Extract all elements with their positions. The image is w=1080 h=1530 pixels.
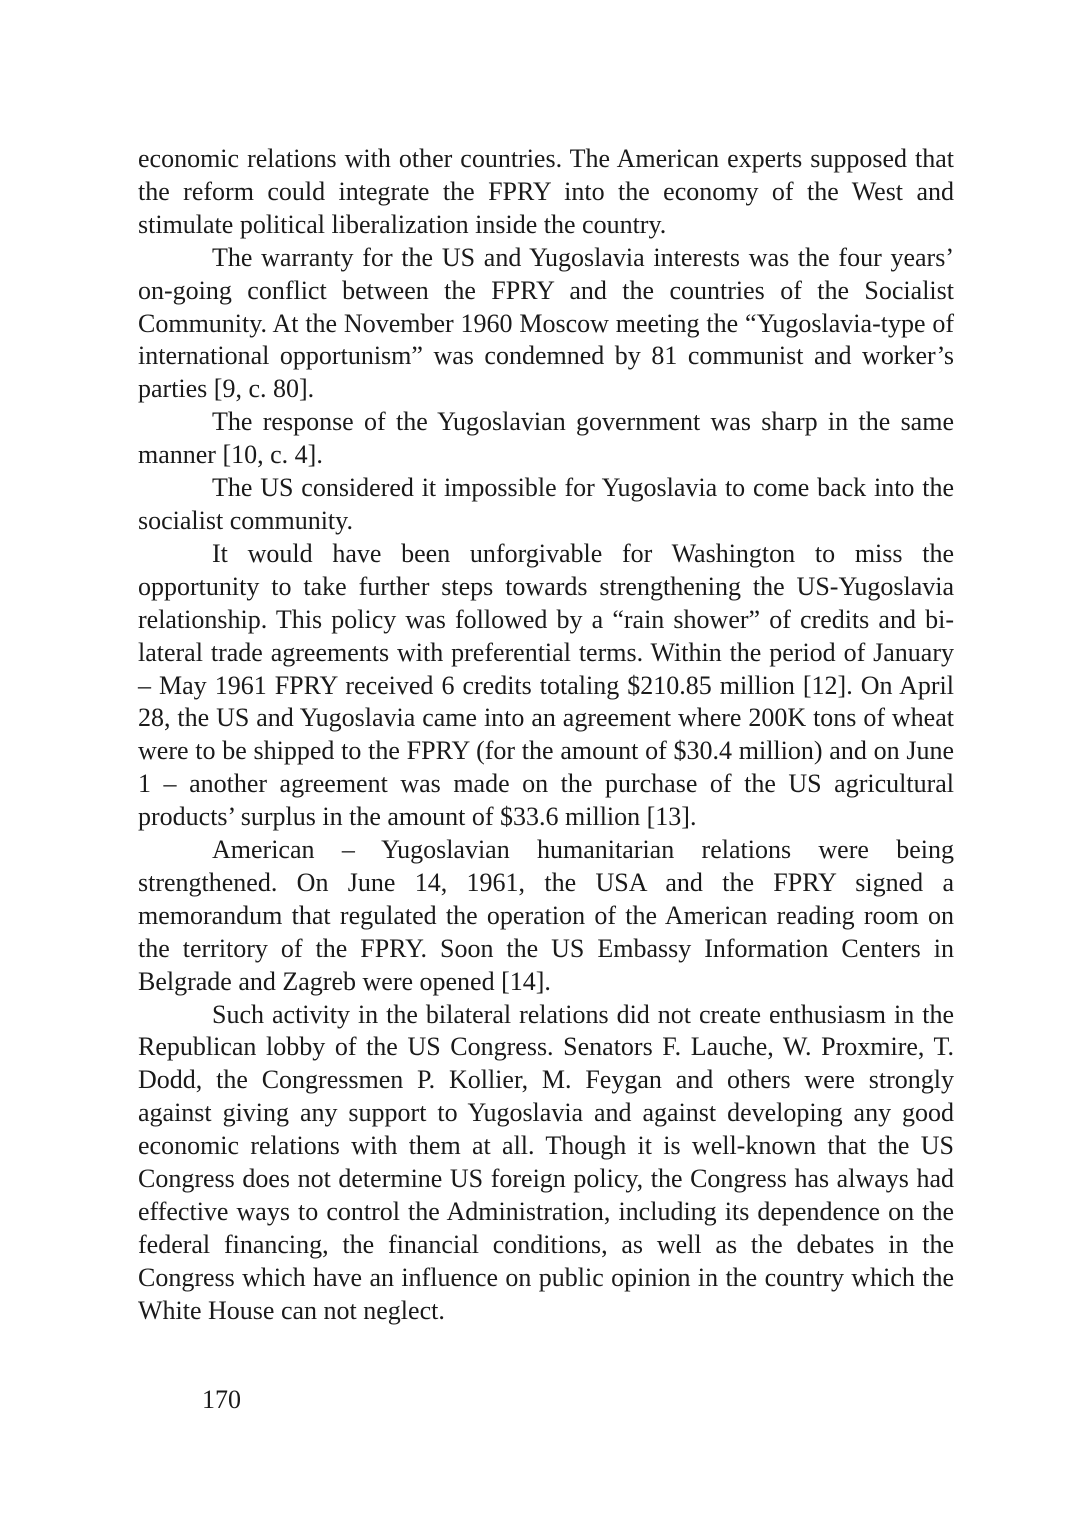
paragraph-socialist-community: The US considered it impossible for Yugoslavia to come back into the socialist community. [138,473,954,535]
paragraph-credits: It would have been unforgivable for Washington to miss the opportunity to take further steps towards strengthening the US-Yugoslavia relationship. This policy was followed by a “rain shower” of credits and bi-lateral trade agreements with preferential terms. Within the period of January – May 1961 FPRY received 6 credits totaling $210.85 million [12]. On April 28, the US and Yugoslavia came into an agreement where 200K tons of wheat were to be shipped to the FPRY (for the amount of $30.4 million) and on June 1 – another agreement was made on the purchase of the US agricultural products’ surplus in the amount of $33.6 million [13]. [138,538,954,832]
paragraph-humanitarian: American – Yugoslavian humanitarian relations were being strengthened. On June 14, 1961, the USA and the FPRY signed a memorandum that regulated the operation of the American reading room on the territory of the FPRY. Soon the US Embassy Information Centers in Belgrade and Zagreb were opened [14]. [138,835,954,996]
page-number: 170 [202,1385,241,1414]
paragraph-conflict: The warranty for the US and Yugoslavia interests was the four years’ on-going conflict between the FPRY and the countries of the Socialist Community. At the November 1960 Moscow meeting the “Yugoslavia-type of international opportunism” was condemned by 81 communist and worker’s parties [9, c. 80]. [138,242,954,404]
paragraph-congress: Such activity in the bilateral relations did not create enthusiasm in the Republican lobby of the US Congress. Senators F. Lauche, W. Proxmire, T. Dodd, the Congressmen P. Kollier, M. Feygan and others were strongly against giving any support to Yugoslavia and against developing any good economic relations with them at all. Though it is well-known that the US Congress does not determine US foreign policy, the Congress has always had effective ways to control the Administration, including its dependence on the federal financing, the financial conditions, as well as the debates in the Congress which have an influence on public opinion in the country which the White House can not neglect. [138,999,954,1325]
paragraph-response: The response of the Yugoslavian government was sharp in the same manner [10, c. 4]. [138,407,954,470]
page-body [138,143,954,1328]
paragraph-continuation: economic relations with other countries. The American experts supposed that the reform could integrate the FPRY into the economy of the West and stimulate political liberalization inside the country. [138,144,954,239]
